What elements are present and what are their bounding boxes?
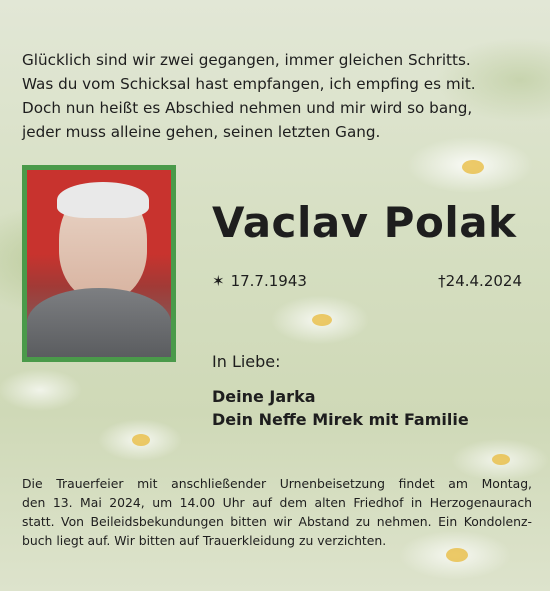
death-date: 24.4.2024 [445, 272, 522, 290]
daisy-decoration [462, 160, 484, 174]
poem-line: Glücklich sind wir zwei gegangen, immer gleichen Schritts. [22, 51, 471, 69]
mourners-label: In Liebe: [212, 352, 281, 371]
funeral-notice [22, 474, 532, 550]
birth-date-group [212, 272, 307, 290]
mourners-list [212, 385, 469, 431]
life-dates [212, 272, 522, 290]
poem-line: Was du vom Schicksal hast empfangen, ich empfing es mit. [22, 75, 476, 93]
portrait-hair [57, 182, 149, 218]
daisy-decoration [446, 548, 468, 562]
portrait-photo [27, 170, 171, 357]
daisy-decoration [132, 434, 150, 446]
poem [22, 48, 532, 144]
notice-line: buch liegt auf. Wir bitten auf Trauerkleidung zu verzichten. [22, 533, 387, 548]
cross-icon: † [438, 272, 446, 290]
portrait-shirt [27, 288, 171, 357]
portrait-frame [22, 165, 176, 362]
death-date-group [438, 272, 522, 290]
daisy-decoration [492, 454, 510, 465]
notice-line: Die Trauerfeier mit anschließender Urnenbeisetzung findet am Montag, [22, 476, 532, 491]
poem-line: jeder muss alleine gehen, seinen letzten Gang. [22, 123, 381, 141]
deceased-name: Vaclav Polak [212, 198, 517, 247]
daisy-decoration [312, 314, 332, 326]
star-icon: ✶ [212, 272, 225, 290]
notice-line: statt. Von Beileidsbekundungen bitten wir Abstand zu nehmen. Ein Kondolenz- [22, 514, 532, 529]
poem-line: Doch nun heißt es Abschied nehmen und mir wird so bang, [22, 99, 473, 117]
notice-line: den 13. Mai 2024, um 14.00 Uhr auf dem alten Friedhof in Herzogenaurach [22, 495, 532, 510]
mourner-name: Dein Neffe Mirek mit Familie [212, 410, 469, 429]
mourner-name: Deine Jarka [212, 387, 316, 406]
birth-date: 17.7.1943 [230, 272, 307, 290]
